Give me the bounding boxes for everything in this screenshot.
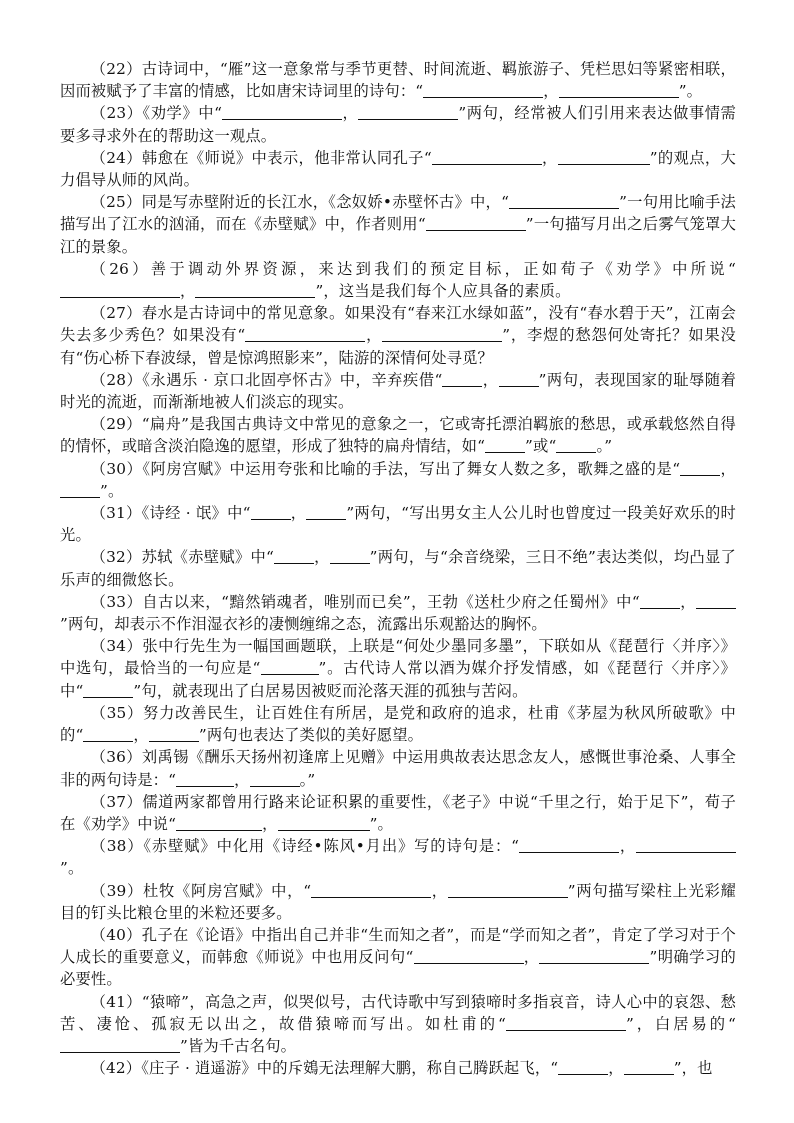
question-31: （31）《诗经 · 氓》中“ ， ”两句，“写出男女主人公儿时也曾度过一段美好欢乐的时光。 bbox=[60, 504, 737, 545]
question-42: （42）《庄子 · 逍遥游》中的斥鴳无法理解大鹏，称自己腾跃起飞，“ ， ”，也 bbox=[90, 1059, 713, 1078]
answer-blank[interactable] bbox=[636, 837, 736, 853]
exam-page bbox=[60, 58, 736, 1079]
answer-blank[interactable] bbox=[278, 815, 370, 831]
answer-blank[interactable] bbox=[245, 326, 365, 342]
answer-blank[interactable] bbox=[640, 593, 680, 609]
question-38: （38）《赤壁赋》中化用《诗经•陈风•月出》写的诗句是：“ ，”。 bbox=[60, 835, 736, 879]
question-32: （32）苏轼《赤壁赋》中“ ， ”两句，与“余音绕梁，三日不绝”表达类似，均凸显了乐声的细微悠长。 bbox=[60, 548, 736, 589]
answer-blank[interactable] bbox=[60, 282, 180, 298]
answer-blank[interactable] bbox=[696, 593, 736, 609]
answer-blank[interactable] bbox=[274, 548, 314, 564]
answer-blank[interactable] bbox=[176, 815, 262, 831]
answer-blank[interactable] bbox=[448, 882, 568, 898]
question-34: （34）张中行先生为一幅国画题联，上联是“何处少墨同多墨”，下联如从《琵琶行〈并序〉》中选句，最恰当的一句应是“ ”。古代诗人常以酒为媒介抒发情感，如《琵琶行〈并序〉》中“ ”句，就表现出了白居易因被贬而沦落天涯的孤独与苦闷。 bbox=[60, 637, 736, 700]
answer-blank[interactable] bbox=[250, 771, 300, 787]
answer-blank[interactable] bbox=[442, 371, 482, 387]
question-25: （25）同是写赤壁附近的长江水，《念奴娇•赤壁怀古》中，“ ”一句用比喻手法描写出了江水的汹涌，而在《赤壁赋》中，作者则用“ ”一句描写月出之后雾气笼罩大江的景象。 bbox=[60, 193, 737, 256]
answer-blank[interactable] bbox=[83, 682, 133, 698]
answer-blank[interactable] bbox=[195, 282, 315, 298]
answer-blank[interactable] bbox=[251, 504, 291, 520]
answer-blank[interactable] bbox=[222, 104, 342, 120]
question-23: （23）《劝学》中“ ， ”两句，经常被人们引用来表达做事情需要多寻求外在的帮助这一观点。 bbox=[60, 104, 736, 145]
answer-blank[interactable] bbox=[499, 371, 539, 387]
answer-blank[interactable] bbox=[485, 437, 525, 453]
answer-blank[interactable] bbox=[558, 1059, 608, 1075]
answer-blank[interactable] bbox=[506, 1015, 626, 1031]
question-41: （41）“猿啼”，高急之声，似哭似号，古代诗歌中写到猿啼时多指哀音，诗人心中的哀怨、愁苦、凄怆、孤寂无以出之，故借猿啼而写出。如杜甫的“ ”，白居易的“”皆为千古名句。 bbox=[60, 992, 736, 1055]
answer-blank[interactable] bbox=[176, 771, 234, 787]
question-33: （33）自古以来，“黯然销魂者，唯别而已矣”，王勃《送杜少府之任蜀州》中“ ，”两句，却表示不作泪湿衣衫的凄恻缠绵之态，流露出乐观豁达的胸怀。 bbox=[60, 591, 736, 635]
answer-blank[interactable] bbox=[539, 948, 649, 964]
answer-blank[interactable] bbox=[559, 82, 679, 98]
answer-blank[interactable] bbox=[382, 326, 502, 342]
answer-blank[interactable] bbox=[509, 193, 619, 209]
question-27: （27）春水是古诗词中的常见意象。如果没有“春来江水绿如蓝”，没有“春水碧于天”，江南会失去多少秀色？如果没有“ ， ”，李煜的愁怨何处寄托？如果没有“伤心桥下春波绿，曾是惊鸿照影来”，陆游的深情何处寻觅？ bbox=[60, 304, 736, 367]
answer-blank[interactable] bbox=[558, 149, 650, 165]
answer-blank[interactable] bbox=[358, 104, 458, 120]
answer-blank[interactable] bbox=[330, 548, 370, 564]
question-36: （36）刘禹锡《酬乐天扬州初逢席上见赠》中运用典故表达思念友人，感慨世事沧桑、人事全非的两句诗是：“ ， 。” bbox=[60, 748, 736, 789]
answer-blank[interactable] bbox=[519, 837, 619, 853]
answer-blank[interactable] bbox=[432, 149, 542, 165]
answer-blank[interactable] bbox=[556, 437, 596, 453]
answer-blank[interactable] bbox=[83, 726, 133, 742]
question-29: （29）“扁舟”是我国古典诗文中常见的意象之一，它或寄托漂泊羁旅的愁思，或承载悠然自得的情怀，或暗含淡泊隐逸的愿望，形成了独特的扁舟情结，如“ ”或“ 。” bbox=[60, 415, 736, 456]
answer-blank[interactable] bbox=[423, 82, 543, 98]
question-39: （39）杜牧《阿房宫赋》中，“ ， ”两句描写梁柱上光彩耀目的钉头比粮仓里的米粒还要多。 bbox=[60, 881, 736, 922]
answer-blank[interactable] bbox=[680, 460, 720, 476]
question-40: （40）孔子在《论语》中指出自己并非“生而知之者”，而是“学而知之者”，肯定了学习对于个人成长的重要意义，而韩愈《师说》中也用反问句“ ， ”明确学习的必要性。 bbox=[60, 925, 736, 989]
question-26: （26）善于调动外界资源，来达到我们的预定目标，正如荀子《劝学》中所说“， ”，这当是我们每个人应具备的素质。 bbox=[60, 258, 736, 302]
question-35: （35）努力改善民生，让百姓住有所居，是党和政府的追求，杜甫《茅屋为秋风所破歌》中的“ ， ”两句也表达了类似的美好愿望。 bbox=[60, 703, 736, 745]
answer-blank[interactable] bbox=[311, 882, 431, 898]
question-30: （30）《阿房宫赋》中运用夸张和比喻的手法，写出了舞女人数之多，歌舞之盛的是“ ，”。 bbox=[60, 458, 736, 502]
answer-blank[interactable] bbox=[60, 482, 100, 498]
answer-blank[interactable] bbox=[261, 659, 319, 675]
question-24: （24）韩愈在《师说》中表示，他非常认同孔子“ ， ”的观点，大力倡导从师的风尚。 bbox=[60, 148, 736, 190]
answer-blank[interactable] bbox=[306, 504, 346, 520]
answer-blank[interactable] bbox=[624, 1059, 674, 1075]
answer-blank[interactable] bbox=[414, 948, 524, 964]
answer-blank[interactable] bbox=[60, 1037, 180, 1053]
question-28: （28）《永遇乐 · 京口北固亭怀古》中，辛弃疾借“ ， ”两句，表现国家的耻辱随着时光的流逝，而渐渐地被人们淡忘的现实。 bbox=[60, 370, 737, 412]
answer-blank[interactable] bbox=[149, 726, 199, 742]
question-22: （22）古诗词中，“雁”这一意象常与季节更替、时间流逝、羁旅游子、凭栏思妇等紧密相联，因而被赋予了丰富的情感，比如唐宋诗词里的诗句：“ ， ”。 bbox=[60, 60, 736, 101]
question-37: （37）儒道两家都曾用行路来论证积累的重要性，《老子》中说“千里之行，始于足下”，荀子在《劝学》中说“ ， ”。 bbox=[60, 792, 736, 833]
answer-blank[interactable] bbox=[426, 215, 526, 231]
